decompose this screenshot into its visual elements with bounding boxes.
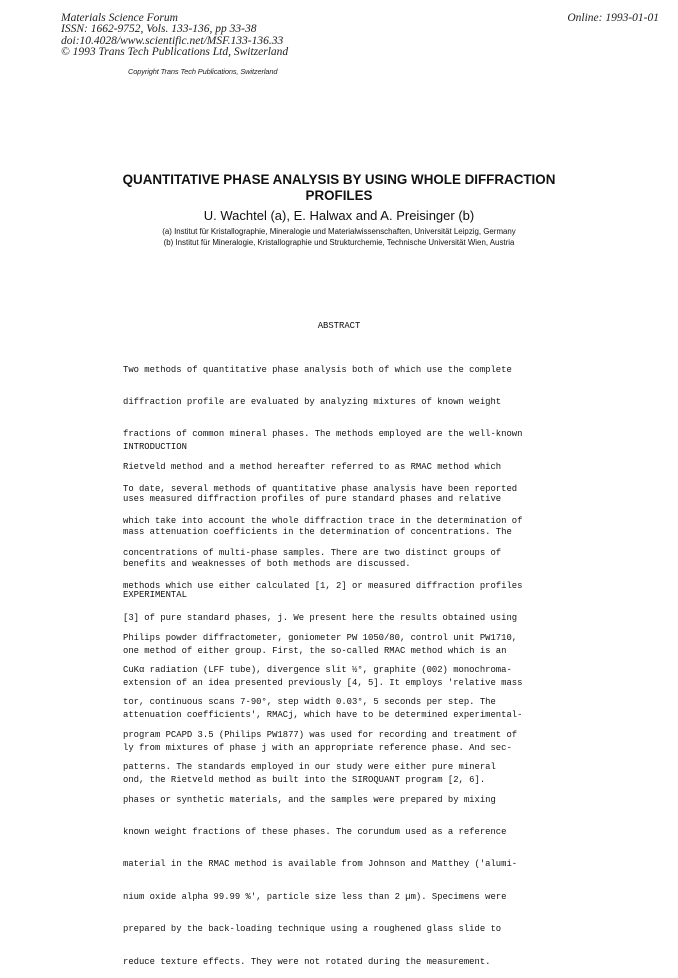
authors: U. Wachtel (a), E. Halwax and A. Preisinger (b) (203, 208, 475, 223)
text-line: methods which use either calculated [1, 2] or measured diffraction profiles (123, 580, 523, 591)
experimental-body (123, 611, 517, 978)
text-line: patterns. The standards employed in our study were either pure mineral (123, 762, 496, 773)
paper-title (100, 172, 578, 204)
text-line: known weight fractions of these phases. The corundum used as a reference (123, 826, 507, 837)
abstract-heading: ABSTRACT (317, 321, 361, 331)
doi: doi:10.4028/www.scientific.net/MSF.133-136.33 (61, 34, 284, 47)
text-line: concentrations of multi-phase samples. There are two distinct groups of (123, 548, 502, 559)
text-line: [3] of pure standard phases, j. We present here the results obtained using (123, 613, 518, 624)
affiliation-a: (a) Institut für Kristallographie, Mineralogie und Materialwissenschaften, Universität Leipzig, Germany (162, 227, 516, 236)
text-line: tor, continuous scans 7-90°, step width 0.03°, 5 seconds per step. The (123, 697, 496, 708)
text-line: material in the RMAC method is available from Johnson and Matthey ('alumi- (123, 859, 518, 870)
text-line: fractions of common mineral phases. The methods employed are the well-known (123, 429, 523, 440)
text-line: uses measured diffraction profiles of pure standard phases and relative (123, 494, 502, 505)
journal-citation-header (61, 13, 288, 59)
text-line: program PCAPD 3.5 (Philips PW1877) was used for recording and treatment of (123, 729, 518, 740)
introduction-heading: INTRODUCTION (123, 442, 187, 452)
text-line: Two methods of quantitative phase analysis both of which use the complete (123, 364, 512, 375)
text-line: one method of either group. First, the so-called RMAC method which is an (123, 645, 507, 656)
affiliation-b: (b) Institut für Mineralogie, Kristallographie und Strukturchemie, Technische Universität Wien, Austria (163, 238, 515, 247)
issn-volume: ISSN: 1662-9752, Vols. 133-136, pp 33-38 (61, 23, 257, 36)
text-line: nium oxide alpha 99.99 %', particle size less than 2 µm). Specimens were (123, 891, 507, 902)
text-line: CuKα radiation (LFF tube), divergence slit ½°, graphite (002) monochroma- (123, 664, 512, 675)
text-line: which take into account the whole diffraction trace in the determination of (123, 515, 523, 526)
text-line: diffraction profile are evaluated by analyzing mixtures of known weight (123, 396, 502, 407)
title-line: QUANTITATIVE PHASE ANALYSIS BY USING WHOLE DIFFRACTION (122, 172, 556, 187)
text-line: ond, the Rietveld method as built into the SIROQUANT program [2, 6]. (123, 775, 486, 786)
text-line: mass attenuation coefficients in the determination of concentrations. The (123, 526, 512, 537)
text-line: ly from mixtures of phase j with an appropriate reference phase. And sec- (123, 742, 512, 753)
text-line: Philips powder diffractometer, goniometer PW 1050/80, control unit PW1710, (123, 632, 518, 643)
journal-name: Materials Science Forum (61, 12, 178, 24)
copyright-stamp: Copyright Trans Tech Publications, Switzerland (128, 67, 278, 76)
text-line: Rietveld method and a method hereafter referred to as RMAC method which (123, 461, 502, 472)
text-line: To date, several methods of quantitative phase analysis have been reported (123, 483, 518, 494)
text-line: reduce texture effects. They were not rotated during the measurement. (123, 956, 491, 967)
experimental-heading: EXPERIMENTAL (123, 590, 187, 600)
text-line: prepared by the back-loading technique using a roughened glass slide to (123, 924, 502, 935)
text-line: extension of an idea presented previously [4, 5]. It employs 'relative mass (123, 677, 523, 688)
publisher-copyright: © 1993 Trans Tech Publications Ltd, Switzerland (61, 46, 289, 59)
online-date: Online: 1993-01-01 (567, 12, 659, 24)
text-line: attenuation coefficients', RMACj, which have to be determined experimental- (123, 710, 523, 721)
title-line: PROFILES (305, 188, 373, 203)
affiliations (100, 226, 578, 248)
text-line: benefits and weaknesses of both methods are discussed. (123, 558, 411, 569)
text-line: phases or synthetic materials, and the samples were prepared by mixing (123, 794, 496, 805)
